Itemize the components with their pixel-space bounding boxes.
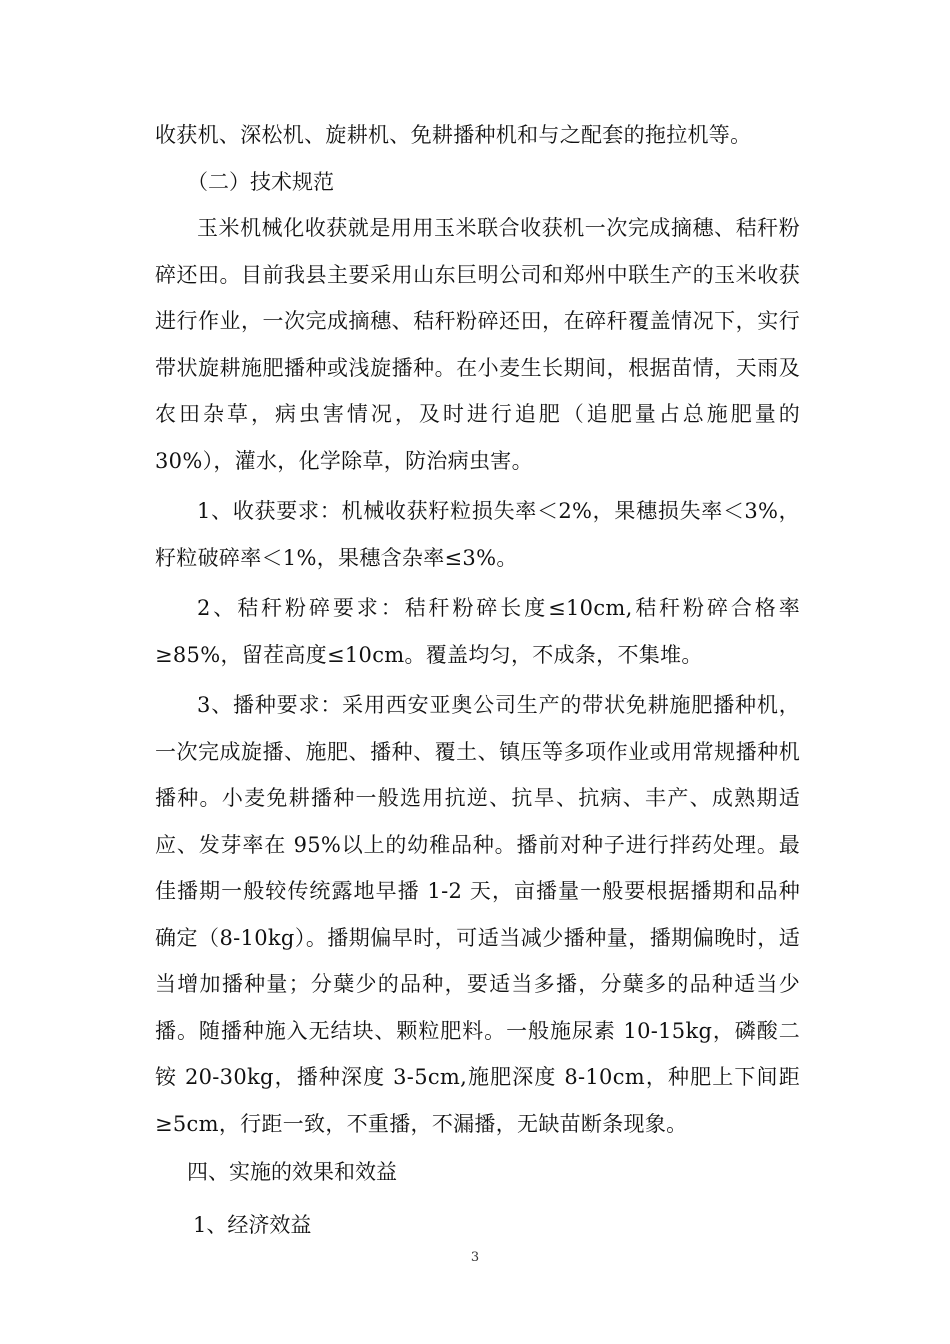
paragraph-equipment-list: 收获机、深松机、旋耕机、免耕播种机和与之配套的拖拉机等。 (155, 123, 752, 147)
body-text (155, 112, 800, 1248)
paragraph-harvest-requirements: 1、收获要求：机械收获籽粒损失率＜2%，果穗损失率＜3%，籽粒破碎率＜1%，果穗含杂率≤3%。 (155, 499, 800, 570)
heading-economic-benefit: 1、经济效益 (193, 1212, 312, 1237)
heading-section-four: 四、实施的效果和效益 (187, 1160, 397, 1184)
paragraph-sowing-requirements: 3、播种要求：采用西安亚奥公司生产的带状免耕施肥播种机，一次完成旋播、施肥、播种、覆土、镇压等多项作业或用常规播种机播种。小麦免耕播种一般选用抗逆、抗旱、抗病、丰产、成熟期适应、发芽率在 95%以上的幼稚品种。播前对种子进行拌药处理。最佳播期一般较传统露地早播 1-2 天，亩播量一般要根据播期和品种确定（8-10kg）。播期偏早时，可适当减少播种量，播期偏晚时，适当增加播种量；分蘖少的品种，要适当多播，分蘖多的品种适当少播。随播种施入无结块、颗粒肥料。一般施尿素 10-15kg，磷酸二铵 20-30kg，播种深度 3-5cm,施肥深度 8-10cm，种肥上下间距≥5cm，行距一致，不重播，不漏播，无缺苗断条现象。 (155, 693, 800, 1136)
heading-technical-specs: （二）技术规范 (187, 169, 334, 194)
page-number: 3 (470, 1250, 480, 1265)
paragraph-straw-requirements: 2、秸秆粉碎要求：秸秆粉碎长度≤10cm,秸秆粉碎合格率≥85%，留茬高度≤10cm。覆盖均匀，不成条，不集堆。 (155, 596, 800, 667)
paragraph-harvest-overview: 玉米机械化收获就是用用玉米联合收获机一次完成摘穗、秸秆粉碎还田。目前我县主要采用山东巨明公司和郑州中联生产的玉米收获进行作业，一次完成摘穗、秸秆粉碎还田，在碎秆覆盖情况下，实行带状旋耕施肥播种或浅旋播种。在小麦生长期间，根据苗情，天雨及农田杂草，病虫害情况，及时进行追肥（追肥量占总施肥量的 30%），灌水，化学除草，防治病虫害。 (155, 216, 800, 473)
